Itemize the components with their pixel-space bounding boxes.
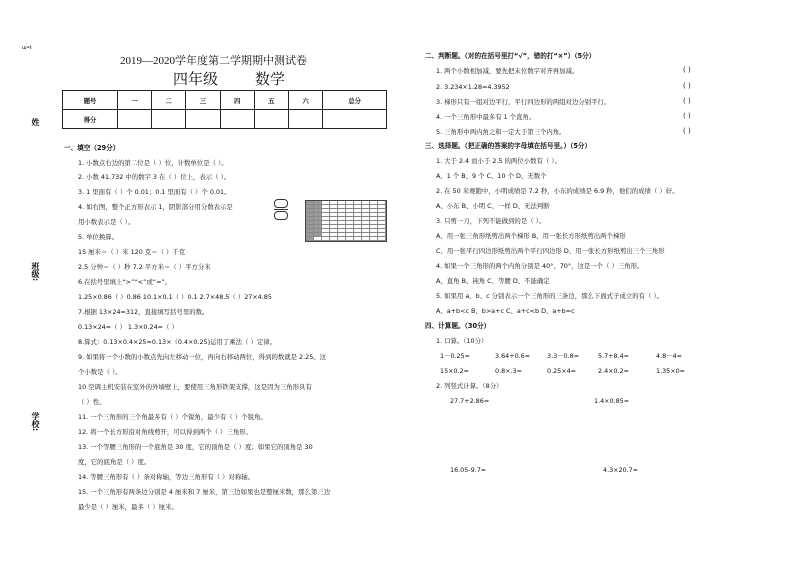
score-cell[interactable] <box>220 110 254 129</box>
choice-line: 4. 如果一个三角形的两个内角分别是 40°、70°，这是一个（ ）三角形。 <box>436 262 644 270</box>
choice-options: A、小东 B、小明 C、一样 D、无法判断 <box>436 202 550 210</box>
fill-line: 最少是（ ）厘米，最多（ ）厘米。 <box>78 503 178 511</box>
fill-line: 11. 一个三角形的三个角最多有（ ）个锐角，最少有（ ）个锐角。 <box>78 413 267 421</box>
fraction-numerator-blank[interactable] <box>274 199 288 208</box>
judge-answer-blank[interactable]: ( ) <box>683 112 691 120</box>
score-cell[interactable] <box>254 110 288 129</box>
fill-line: 2.5 分钟＝（ ）秒 7.2 平方米＝（ ）平方分米 <box>78 263 211 271</box>
score-header-cell: 四 <box>220 91 254 110</box>
score-row-label: 得分 <box>63 110 118 129</box>
score-table <box>62 90 387 129</box>
choice-options: A、用一张三角形纸剪出两个梯形 B、用一张长方形纸剪出两个梯形 <box>436 232 626 240</box>
choice-line: 1. 大于 2.4 而小于 2.5 的两位小数有（ ）。 <box>436 157 561 165</box>
choice-line: 5. 如果用 a、b、c 分别表示一个三角形的三条边，那么下面式子成立的有（ ）。 <box>436 292 664 300</box>
fraction-bar <box>274 209 288 210</box>
score-header-cell: 六 <box>289 91 323 110</box>
grade-label: 四年级 <box>173 72 219 88</box>
score-header-cell: 二 <box>152 91 186 110</box>
fill-line: 4. 如右图，整个正方形表示 1，阴影部分用分数表示是 <box>78 203 233 211</box>
column-calc-label: 2. 列竖式计算。（8分） <box>436 382 503 390</box>
oral-item: 0.8×.3= <box>495 367 522 375</box>
shaded-square-figure <box>305 200 387 242</box>
choice-line: 3. 只剪一刀，下列不能做到的是（ ）。 <box>436 217 546 225</box>
fill-line: 2. 小数 41.732 中的数字 3 在（ ）位上，表示（ ）。 <box>78 173 231 181</box>
judge-answer-blank[interactable]: ( ) <box>683 127 691 135</box>
judge-item: 3. 梯形只有一组对边平行，平行四边形的两组对边分别平行。 <box>436 98 611 106</box>
score-header-cell: 题号 <box>63 91 118 110</box>
score-row <box>63 110 387 129</box>
score-header-cell: 五 <box>254 91 288 110</box>
fill-line: 8.算式：0.13×0.4×25=0.13×（0.4×0.25)运用了乘法（ ）定律。 <box>78 338 277 346</box>
oral-item: 0.25×4= <box>547 367 577 375</box>
column-calc-item: 1.4×0.85= <box>594 397 630 405</box>
judge-item: 5. 三角形中两内角之和一定大于第三个内角。 <box>436 128 566 136</box>
fill-line: 12. 将一个长方形沿对角线剪开，可以得到两个（ ）三角形。 <box>78 428 252 436</box>
score-cell[interactable] <box>323 110 387 129</box>
score-header-cell: 三 <box>186 91 220 110</box>
corner-mark: ш•ŧ <box>22 45 32 51</box>
judge-item: 2. 3.234×1.28=4.3952 <box>436 83 510 91</box>
fill-line: 3. 1 里面有（ ）个 0.01；0.1 里面有（ ）个 0.01。 <box>78 188 231 196</box>
score-cell[interactable] <box>152 110 186 129</box>
fill-line: 9. 如果将一个小数的小数点先向左移动一位，再向右移动两位，得到的数就是 2.25。这 <box>78 353 327 361</box>
fill-line: 个小数是（ ）。 <box>78 368 122 376</box>
oral-item: 1－0.25= <box>440 352 471 360</box>
judge-item: 1. 两个小数相加减，要先把末位数字对齐再加减。 <box>436 67 579 75</box>
column-calc-item: 4.3×20.7= <box>603 466 639 474</box>
choice-options: A、1 个 B、9 个 C、10 个 D、无数个 <box>436 172 547 180</box>
choice-line: 2. 在 50 米赛跑中，小明成绩是 7.2 秒，小东的成绩是 6.9 秒，他们的成绩（ ）好。 <box>436 187 679 195</box>
choice-options: A、a+b<c B、b>a+c C、a+c<b D、a+b=c <box>436 307 575 315</box>
section-4-title: 四、计算题。（30分） <box>425 322 491 330</box>
subject-label: 数学 <box>255 72 286 88</box>
school-label: 学校: <box>31 412 40 432</box>
oral-item: 5.7+8.4= <box>598 352 630 360</box>
oral-item: 3.64+0.6= <box>495 352 531 360</box>
oral-item: 2.4×0.2= <box>598 367 630 375</box>
fill-line: 13. 一个等腰三角形的一个底角是 30 度，它的顶角是（ ）度；如果它的顶角是 30 <box>78 443 313 451</box>
oral-item: 15×0.2= <box>440 367 470 375</box>
oral-item: 3.3－0.8= <box>547 352 580 360</box>
exam-title: 2019—2020学年度第二学期期中测试卷 <box>120 55 307 67</box>
column-calc-item: 27.7+2.86= <box>450 397 490 405</box>
fill-line: 10 空调主机安装在室外的外墙壁上，要使用三角形铁架支撑，这是因为三角形具有 <box>78 383 312 391</box>
judge-answer-blank[interactable]: ( ) <box>683 97 691 105</box>
oral-label: 1. 口算。（10分） <box>436 337 488 345</box>
score-header-row <box>63 91 387 110</box>
fill-line: 0.13×24=（ ） 1.3×0.24=（ ） <box>78 323 178 331</box>
column-calc-item: 16.05-9.7= <box>450 466 487 474</box>
score-header-cell: 总分 <box>323 91 387 110</box>
name-label: 姓 <box>31 118 40 126</box>
fill-line: 7.根据 13×24=312，直接填写括号里的数。 <box>78 308 209 316</box>
fill-line: 1. 小数点右边的第二位是（ ）位，计数单位是（ ）。 <box>78 159 228 167</box>
judge-answer-blank[interactable]: ( ) <box>683 82 691 90</box>
score-header-cell: 一 <box>118 91 152 110</box>
oral-item: 4.8－4= <box>656 352 682 360</box>
section-3-title: 三、选择题。（把正确的答案的字母填在括号里。）（5分） <box>425 142 592 150</box>
score-cell[interactable] <box>289 110 323 129</box>
choice-options: C、用一张平行四边形纸剪出两个平行四边形 D、用一张长方形纸剪出三个三角形 <box>436 247 665 255</box>
fill-line: 6.在括号里填上“>”“<”或“=”。 <box>78 278 172 286</box>
judge-answer-blank[interactable]: ( ) <box>683 66 691 74</box>
choice-options: A、直角 B、钝角 C、等腰 D、不能确定 <box>436 277 550 285</box>
fill-line: 5. 单位换算。 <box>78 233 119 241</box>
class-label: 班级: <box>31 262 40 282</box>
fill-line: 用小数表示是（ ）。 <box>78 218 135 226</box>
section-2-title: 二、判断题。（对的在括号里打“√”，错的打“×”）（5分） <box>425 52 596 60</box>
fraction-denominator-blank[interactable] <box>274 211 288 220</box>
oral-item: 1.35×0= <box>656 367 686 375</box>
fill-line: 15 厘米＝（ ）米 120 克＝（ ）千克 <box>78 248 186 256</box>
section-1-title: 一、填空（29分） <box>64 144 120 152</box>
score-cell[interactable] <box>186 110 220 129</box>
fill-line: 15. 一个三角形有两条边分别是 4 厘米和 7 厘米，第三边如果也是整厘米数，那么第三边 <box>78 488 331 496</box>
judge-item: 4. 一个三角形中最多有 1 个直角。 <box>436 113 536 121</box>
fill-line: 1.25×0.86（ ）0.86 10.1×0.1（ ）0.1 2.7×48.5（ ）27×4.85 <box>78 293 272 301</box>
score-cell[interactable] <box>118 110 152 129</box>
fill-line: 14. 等腰三角形有（ ）条对称轴，等边三角形有（ ）对称轴。 <box>78 473 255 481</box>
fill-line: （ ）性。 <box>78 398 106 406</box>
fill-line: 度，它的底角是（ ）度。 <box>78 458 151 466</box>
